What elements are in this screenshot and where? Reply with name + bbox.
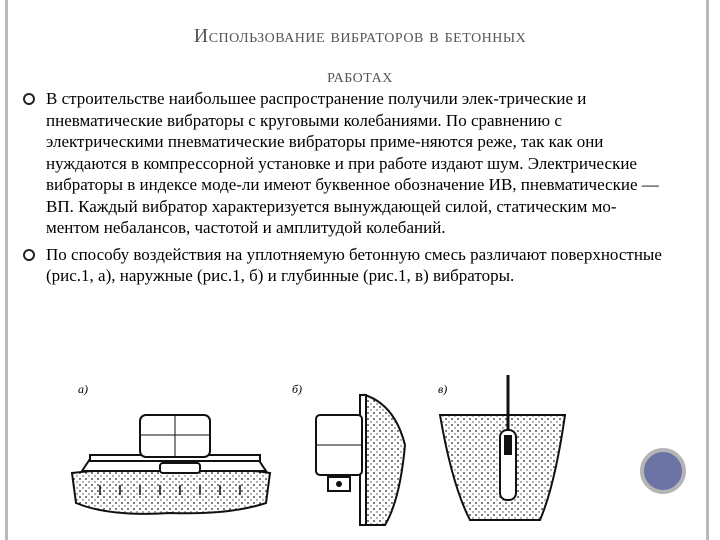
- vibrator-figure: [60, 375, 610, 540]
- nav-circle-icon[interactable]: [640, 448, 686, 494]
- figure-label-a: а): [78, 382, 88, 396]
- figure-label-b: б): [292, 382, 303, 396]
- figure-a-surface-vibrator: [72, 382, 270, 514]
- bullet-item: [22, 244, 662, 287]
- bullet-list: [22, 88, 662, 292]
- slide-frame-right: [706, 0, 709, 540]
- bullet-icon: [22, 92, 36, 106]
- slide-frame-left: [5, 0, 8, 540]
- bullet-icon: [22, 248, 36, 262]
- bullet-item: [22, 88, 662, 239]
- title-line-1: Использование вибраторов в бетонных: [193, 25, 527, 47]
- bullet-text: В строительстве наибольшее распространение получили элек-трические и пневматические вибраторы с круговыми колебаниями. По сравнению с электрическими пневматические вибраторы приме-няются реже, так как они нуждаются в компрессорной установке и при работе издают шум. Электрические вибраторы в индексе моде-ли имеют буквенное обозначение ИВ, пневматические — ВП. Каждый вибратор характеризуется вынуждающей силой, статическим мо-ментом небалансов, частотой и амплитудой колебаний.: [46, 89, 659, 237]
- bullet-text: По способу воздействия на уплотняемую бетонную смесь различают поверхностные (рис.1, а), наружные (рис.1, б) и глубинные (рис.1, в) вибраторы.: [46, 244, 662, 285]
- figure-b-external-vibrator: [292, 382, 405, 525]
- slide-title: [60, 16, 660, 96]
- title-line-2: работах: [327, 65, 393, 87]
- figure-v-deep-vibrator: [438, 375, 565, 520]
- figure-label-v: в): [438, 382, 448, 396]
